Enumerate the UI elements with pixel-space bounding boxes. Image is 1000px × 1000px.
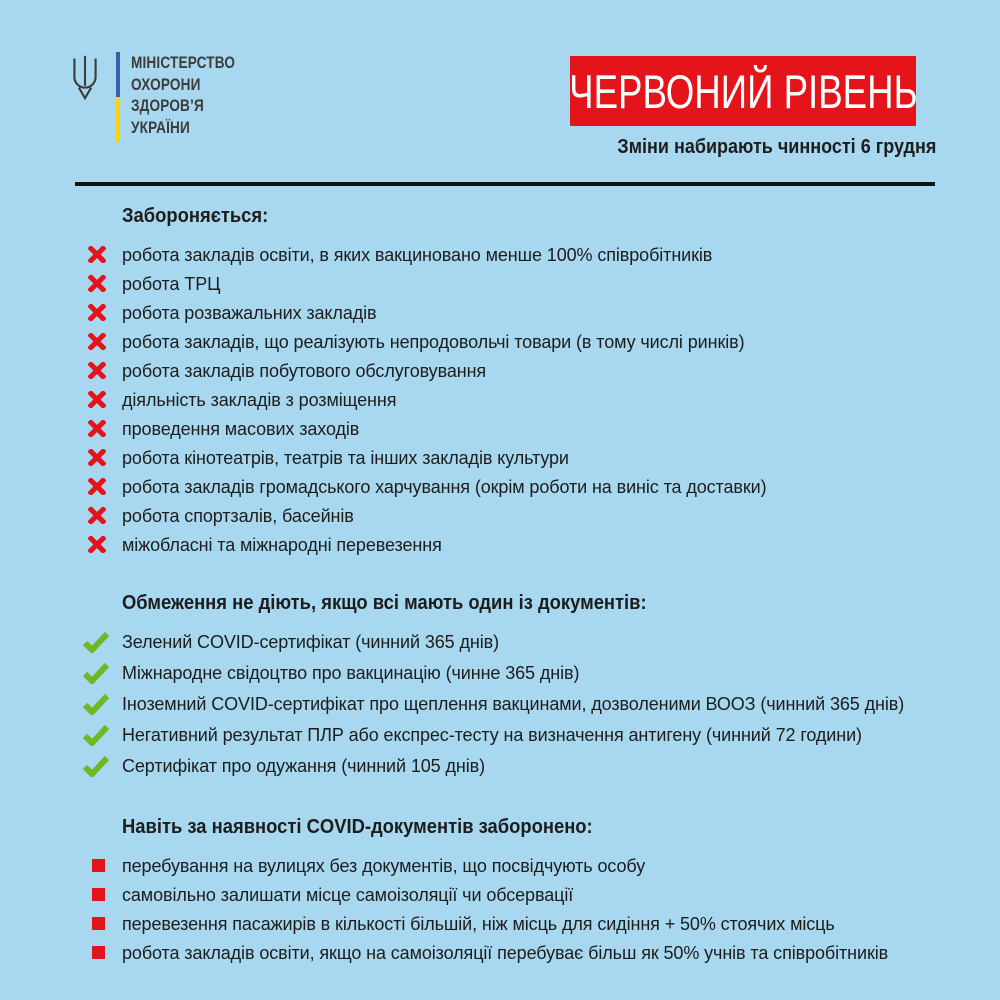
- section-prohibited-heading: Забороняється:: [122, 205, 269, 227]
- list-item: робота ТРЦ: [88, 274, 966, 294]
- check-icon: [88, 632, 122, 653]
- check-icon: [88, 663, 122, 684]
- list-item: перевезення пасажирів в кількості більшій, ніж місць для сидіння + 50% стоячих місць: [88, 914, 966, 934]
- exemptions-list: [88, 632, 966, 777]
- cross-icon: [88, 506, 122, 524]
- list-item: Міжнародне свідоцтво про вакцинацію (чинне 365 днів): [88, 663, 966, 684]
- list-item: робота кінотеатрів, театрів та інших закладів культури: [88, 448, 966, 468]
- effective-date-note: Зміни набирають чинності 6 грудня: [617, 136, 936, 158]
- prohibited-list: [88, 245, 966, 555]
- flag-bar: [116, 52, 120, 142]
- ministry-name-line: МІНІСТЕРСТВО: [131, 53, 236, 72]
- ministry-name-line: УКРАЇНИ: [131, 117, 190, 137]
- content: [88, 205, 966, 963]
- list-item: робота закладів, що реалізують непродовольчі товари (в тому числі ринків): [88, 332, 966, 352]
- divider-line: [75, 182, 935, 186]
- cross-icon: [88, 477, 122, 495]
- alert-level-label: ЧЕРВОНИЙ РІВЕНЬ: [568, 64, 918, 118]
- cross-icon: [88, 303, 122, 321]
- ministry-name-line: ОХОРОНИ: [131, 74, 201, 94]
- list-item: робота спортзалів, басейнів: [88, 506, 966, 526]
- check-icon: [88, 725, 122, 746]
- list-item: перебування на вулицях без документів, що посвідчують особу: [88, 856, 966, 876]
- alert-level-banner: [570, 56, 916, 126]
- list-item: Іноземний COVID-сертифікат про щеплення вакцинами, дозволеними ВООЗ (чинний 365 днів): [88, 694, 966, 715]
- list-item: міжобласні та міжнародні перевезення: [88, 535, 966, 555]
- square-bullet-icon: [88, 914, 122, 930]
- check-icon: [88, 694, 122, 715]
- section-always-prohibited: [88, 816, 966, 963]
- square-bullet-icon: [88, 943, 122, 959]
- cross-icon: [88, 535, 122, 553]
- list-item: проведення масових заходів: [88, 419, 966, 439]
- square-bullet-icon: [88, 856, 122, 872]
- always-prohibited-list: [88, 856, 966, 963]
- ministry-name-line: ЗДОРОВ’Я: [131, 96, 204, 115]
- list-item: робота закладів освіти, якщо на самоізоляції перебуває більш як 50% учнів та співробітників: [88, 943, 966, 963]
- check-icon: [88, 756, 122, 777]
- cross-icon: [88, 274, 122, 292]
- list-item: діяльність закладів з розміщення: [88, 390, 966, 410]
- section-always-prohibited-heading: Навіть за наявності COVID-документів заборонено:: [122, 816, 593, 838]
- section-exemptions: [88, 592, 966, 777]
- moz-logo: [70, 52, 261, 142]
- list-item: робота закладів громадського харчування (окрім роботи на виніс та доставки): [88, 477, 966, 497]
- list-item: робота розважальних закладів: [88, 303, 966, 323]
- section-prohibited: [88, 205, 966, 555]
- list-item: Негативний результат ПЛР або експрес-тесту на визначення антигену (чинний 72 години): [88, 725, 966, 746]
- list-item: робота закладів побутового обслуговування: [88, 361, 966, 381]
- cross-icon: [88, 390, 122, 408]
- cross-icon: [88, 332, 122, 350]
- square-bullet-icon: [88, 885, 122, 901]
- cross-icon: [88, 419, 122, 437]
- cross-icon: [88, 448, 122, 466]
- ministry-name: [131, 52, 235, 138]
- list-item: Зелений COVID-сертифікат (чинний 365 днів): [88, 632, 966, 653]
- cross-icon: [88, 361, 122, 379]
- tryzub-icon: [70, 54, 100, 100]
- list-item: робота закладів освіти, в яких вакциновано менше 100% співробітників: [88, 245, 966, 265]
- cross-icon: [88, 245, 122, 263]
- flag-bar-blue: [116, 52, 120, 97]
- flag-bar-yellow: [116, 97, 120, 142]
- list-item: Сертифікат про одужання (чинний 105 днів): [88, 756, 966, 777]
- list-item: самовільно залишати місце самоізоляції чи обсервації: [88, 885, 966, 905]
- section-exemptions-heading: Обмеження не діють, якщо всі мають один із документів:: [122, 592, 647, 614]
